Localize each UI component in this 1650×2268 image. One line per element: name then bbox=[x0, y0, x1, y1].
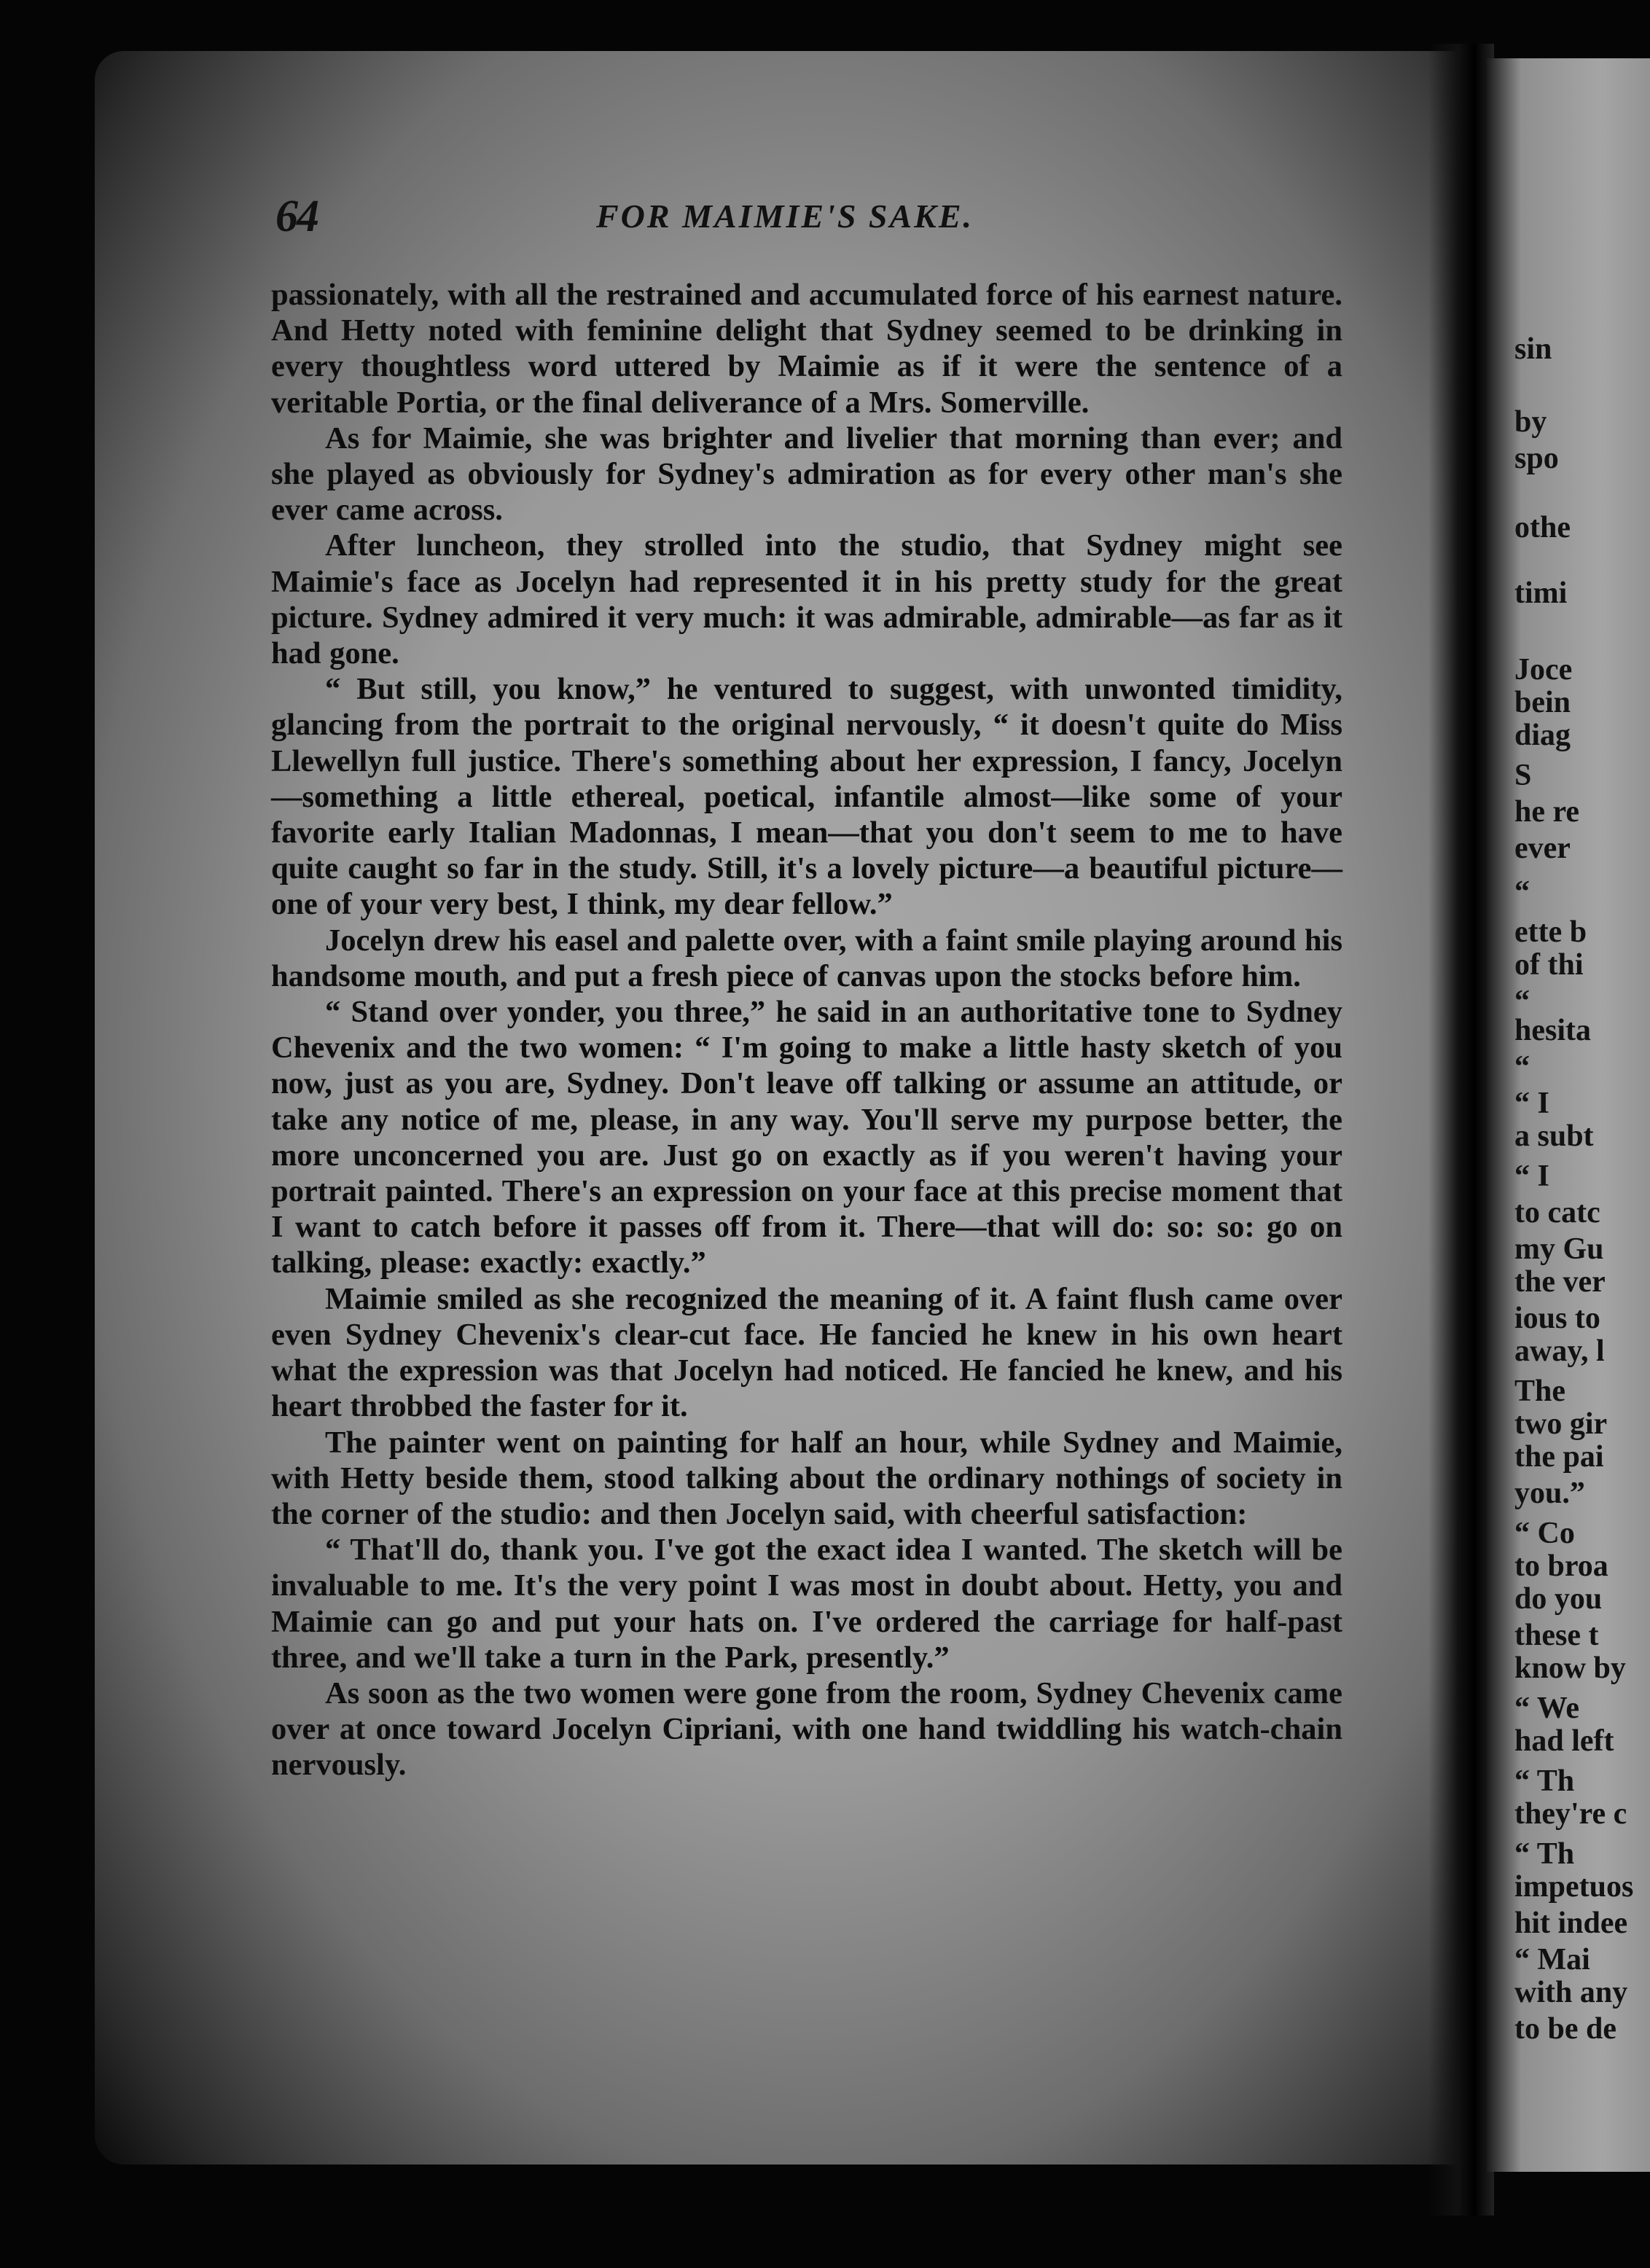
right-page-fragment: the pai bbox=[1514, 1440, 1604, 1474]
right-page-fragment: of thi bbox=[1514, 948, 1584, 982]
right-page-fragment: the ver bbox=[1514, 1265, 1606, 1299]
paragraph: As soon as the two women were gone from the room, Sydney Chevenix came over at once toward Jocelyn Cipriani, with one hand twiddling his watch-chain nervously. bbox=[271, 1675, 1342, 1783]
right-page-fragment: know by bbox=[1514, 1651, 1626, 1685]
right-page-fragment: timi bbox=[1514, 576, 1568, 610]
paragraph: passionately, with all the restrained and accumulated force of his earnest nature. And Hetty noted with feminine delight that Sydney seemed to be drinking in every thoughtless word uttered by Maimie as if it were the sentence of a veritable Portia, or the final deliverance of a Mrs. Somerville. bbox=[271, 278, 1342, 420]
right-page-fragment: “ bbox=[1514, 985, 1530, 1018]
right-page-fragment: by bbox=[1514, 405, 1547, 439]
right-page-fragment: Joce bbox=[1514, 653, 1573, 687]
page-header bbox=[275, 191, 1354, 249]
right-page-fragment: “ I bbox=[1514, 1160, 1549, 1193]
right-page-fragment: “ Mai bbox=[1514, 1943, 1590, 1976]
right-page-fragment: you.” bbox=[1514, 1477, 1585, 1510]
right-page-fragment: two gir bbox=[1514, 1407, 1608, 1441]
paragraph: After luncheon, they strolled into the studio, that Sydney might see Maimie's face as Jocelyn had represented it in his pretty study for the great picture. Sydney admired it very much: it was admirable, admirable—as far as it had gone. bbox=[271, 528, 1342, 671]
right-page-fragment: spo bbox=[1514, 442, 1559, 475]
right-page-fragment: had left bbox=[1514, 1724, 1614, 1758]
right-page-fragment: do you bbox=[1514, 1582, 1603, 1616]
right-page-fragment: ette b bbox=[1514, 915, 1587, 949]
page-body bbox=[271, 277, 1342, 1783]
paragraph: “ Stand over yonder, you three,” he said in an authoritative tone to Sydney Chevenix and the two women: “ I'm going to make a little hasty sketch of you now, just as you are, Sydney. Don't leave off talking or assume an attitude, or take any notice of me, please, in any way. You'll serve my purpose better, the more unconcerned you are. Just go on exactly as if you weren't having your portrait painted. There's an expression on your face at this precise moment that I want to catch before it passes off from it. There—that will do: so: so: go on talking, please: exactly: exactly.” bbox=[271, 995, 1342, 1280]
right-page-fragment: hit indee bbox=[1514, 1907, 1628, 1940]
right-page-fragment: to be de bbox=[1514, 2012, 1616, 2046]
right-page-fragment: away, l bbox=[1514, 1334, 1605, 1368]
right-page-fragment: “ bbox=[1514, 875, 1530, 909]
right-page-fragment: S bbox=[1514, 759, 1532, 792]
right-page-fragment: they're c bbox=[1514, 1797, 1627, 1831]
paragraph: As for Maimie, she was brighter and livelier that morning than ever; and she played as obviously for Sydney's admiration as for every other man's she ever came across. bbox=[271, 421, 1342, 528]
right-page-fragment: ious to bbox=[1514, 1302, 1600, 1335]
right-page-fragment: bein bbox=[1514, 686, 1571, 719]
paragraph: “ That'll do, thank you. I've got the exact idea I wanted. The sketch will be invaluable to me. It's the very point I was most in doubt about. Hetty, you and Maimie can go and put your hats on. I've ordered the carriage for half-past three, and we'll take a turn in the Park, presently.” bbox=[271, 1533, 1342, 1675]
right-page-fragment: impetuos bbox=[1514, 1870, 1634, 1904]
right-page-fragment: to broa bbox=[1514, 1549, 1608, 1583]
book-gutter-shadow bbox=[1428, 44, 1494, 2216]
right-page-fragment: with any bbox=[1514, 1976, 1628, 2009]
right-page-fragment: he re bbox=[1514, 795, 1580, 829]
right-page-fragment: a subt bbox=[1514, 1119, 1594, 1153]
right-page-fragment: “ bbox=[1514, 1050, 1530, 1084]
right-page-fragment: these t bbox=[1514, 1619, 1599, 1652]
right-page-fragment: “ We bbox=[1514, 1692, 1580, 1725]
right-page-fragment: to catc bbox=[1514, 1196, 1600, 1229]
right-page-fragment: diag bbox=[1514, 719, 1571, 752]
paragraph: Maimie smiled as she recognized the meaning of it. A faint flush came over even Sydney Chevenix's clear-cut face. He fancied he knew in his own heart what the expression was that Jocelyn had noticed. He fancied he knew, and his heart throbbed the faster for it. bbox=[271, 1281, 1342, 1424]
page-number: 64 bbox=[275, 192, 318, 241]
right-page-fragment: my Gu bbox=[1514, 1232, 1604, 1266]
right-page-fragment: sin bbox=[1514, 332, 1552, 366]
right-page-fragment: “ I bbox=[1514, 1087, 1549, 1120]
paragraph: Jocelyn drew his easel and palette over, with a faint smile playing around his handsome mouth, and put a fresh piece of canvas upon the stocks before him. bbox=[271, 923, 1342, 993]
paragraph: “ But still, you know,” he ventured to suggest, with unwonted timidity, glancing from the portrait to the original nervously, “ it doesn't quite do Miss Llewellyn full justice. There's something about her expression, I fancy, Jocelyn—something a little ethereal, poetical, infantile almost—like some of your favorite early Italian Madonnas, I mean—that you don't seem to me to have quite caught so far in the study. Still, it's a lovely picture—a beautiful picture—one of your very best, I think, my dear fellow.” bbox=[271, 672, 1342, 922]
right-page-fragment: “ Th bbox=[1514, 1764, 1575, 1798]
right-page-fragment: hesita bbox=[1514, 1014, 1591, 1047]
paragraph: The painter went on painting for half an hour, while Sydney and Maimie, with Hetty beside them, stood talking about the ordinary nothings of society in the corner of the studio: and then Jocelyn said, with cheerful satisfaction: bbox=[271, 1425, 1342, 1531]
right-page-fragment: ever bbox=[1514, 832, 1571, 865]
right-page-fragment: The bbox=[1514, 1375, 1566, 1408]
right-page-fragment: “ Co bbox=[1514, 1517, 1575, 1550]
right-page-fragment: othe bbox=[1514, 511, 1571, 544]
right-page-fragment: “ Th bbox=[1514, 1837, 1575, 1871]
running-title: FOR MAIMIE'S SAKE. bbox=[596, 198, 974, 235]
